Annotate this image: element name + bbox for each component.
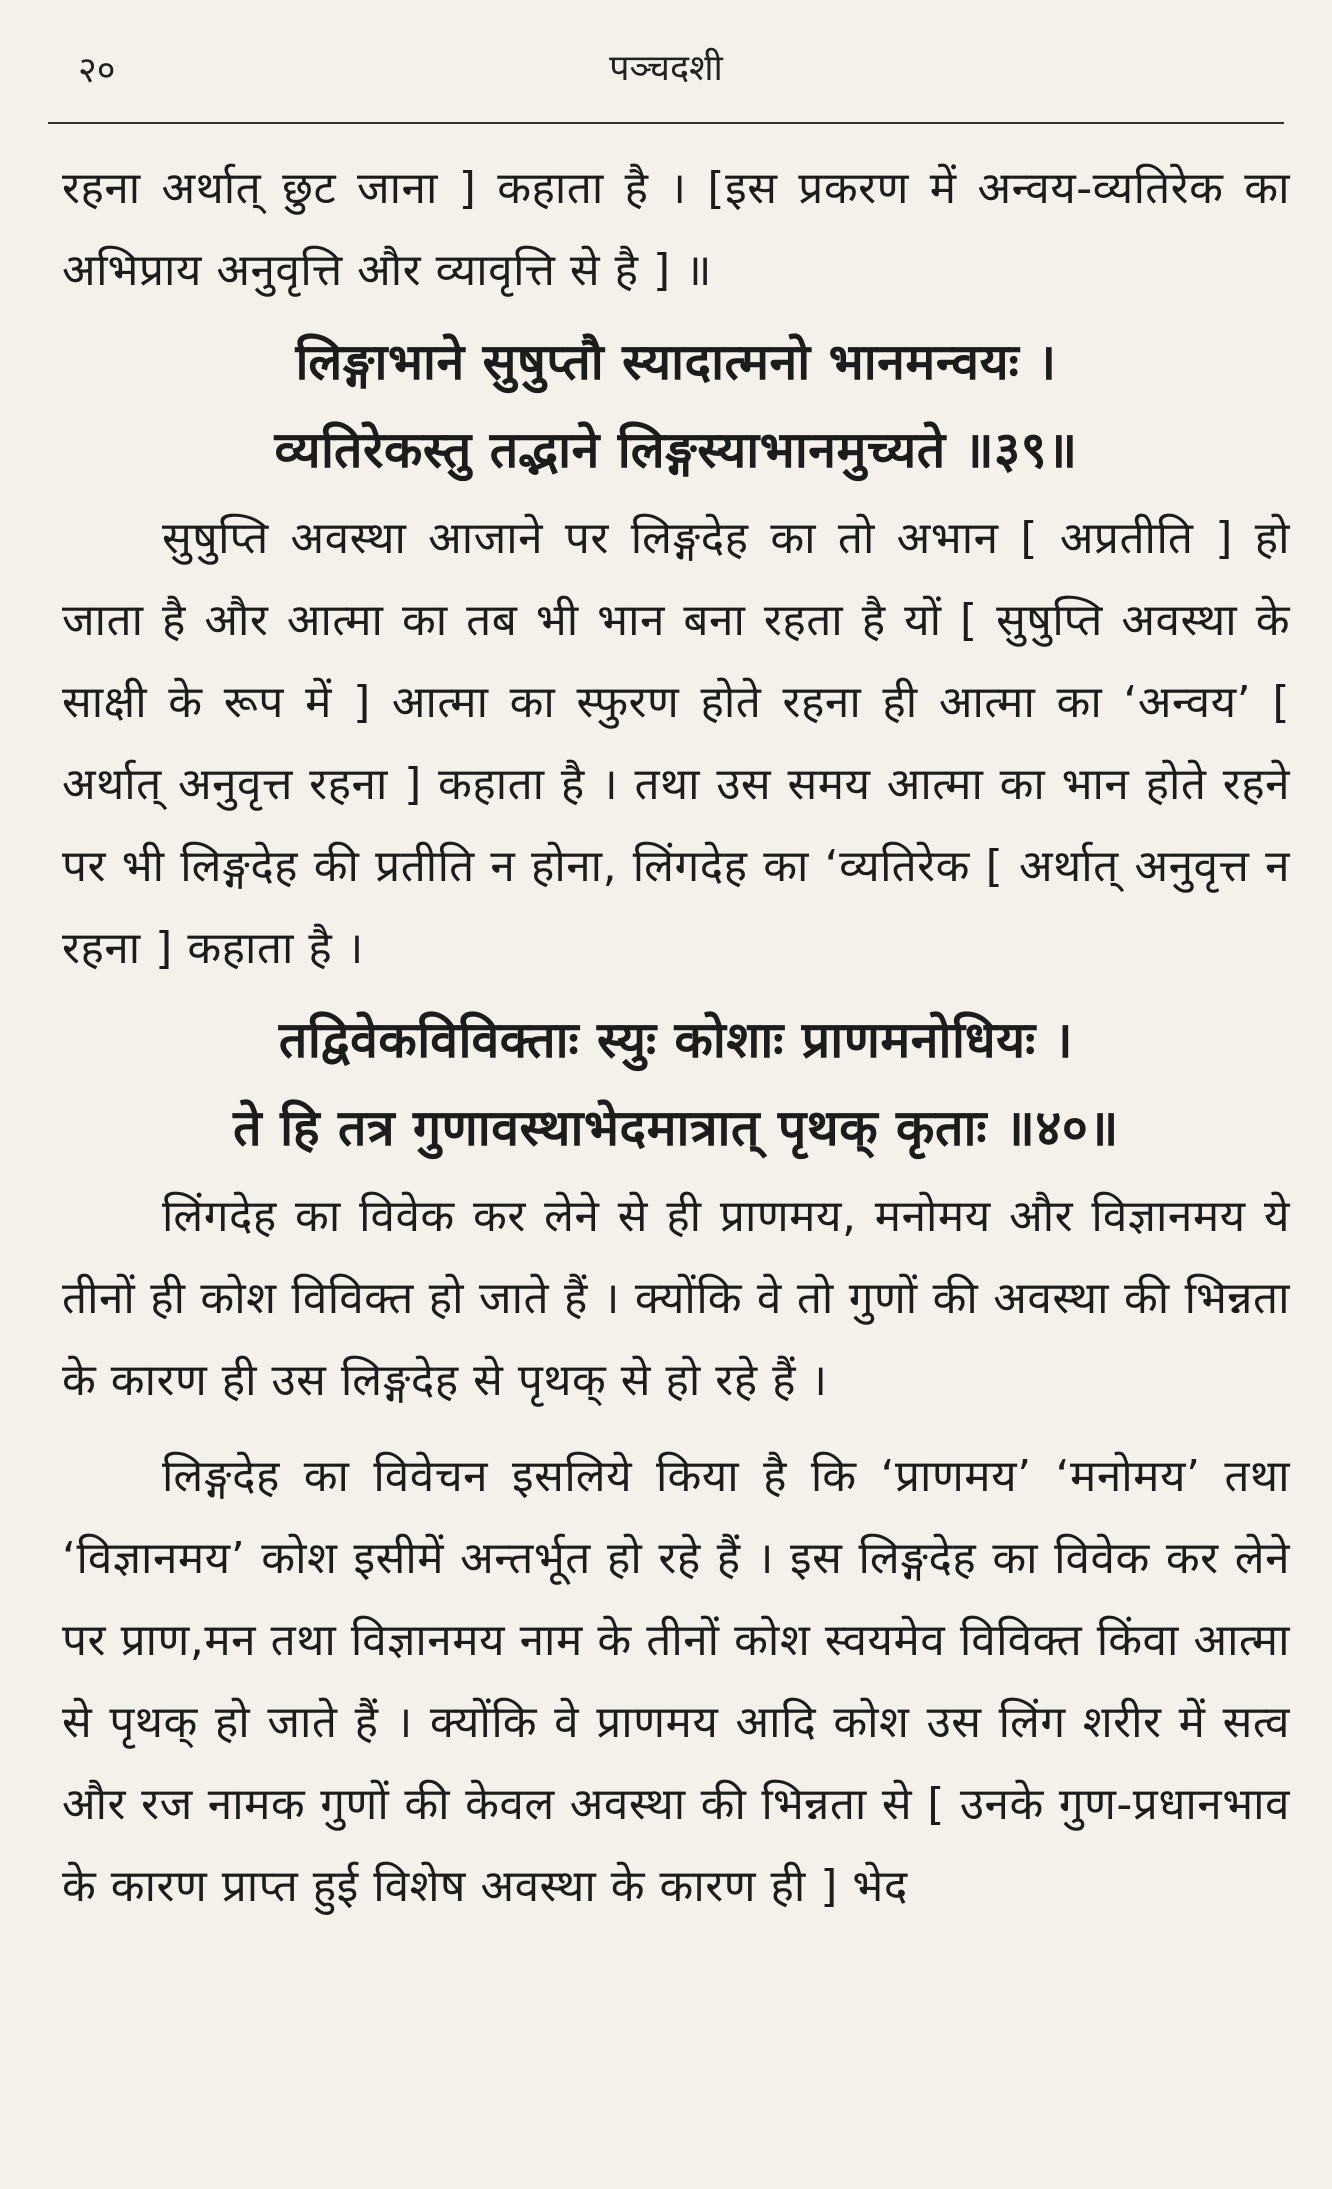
- verse-39-line-2: व्यतिरेकस्तु तद्भाने लिङ्गस्याभानमुच्यते ॥३९॥: [274, 421, 1078, 479]
- verse-39-line-1: लिङ्गाभाने सुषुप्तौ स्यादात्मनो भानमन्वयः ।: [295, 333, 1057, 391]
- paragraph-commentary-40: लिंगदेह का विवेक कर लेने से ही प्राणमय, मनोमय और विज्ञानमय ये तीनों ही कोश विविक्त हो जाते हैं । क्योंकि वे तो गुणों की अवस्था की भिन्नता के कारण ही उस लिङ्गदेह से पृथक् से हो रहे हैं ।: [62, 1191, 1290, 1406]
- running-title: पञ्चदशी: [609, 48, 723, 89]
- verse-39: [62, 318, 1290, 494]
- paragraph-commentary-39: सुषुप्ति अवस्था आजाने पर लिङ्गदेह का तो अभान [ अप्रतीति ] हो जाता है और आत्मा का तब भी भान बना रहता है यों [ सुषुप्ति अवस्था के साक्षी के रूप में ] आत्मा का स्फुरण होते रहना ही आत्मा का ‘अन्वय’ [ अर्थात् अनुवृत्त रहना ] कहाता है । तथा उस समय आत्मा का भान होते रहने पर भी लिङ्गदेह की प्रतीति न होना, लिंगदेह का ‘व्यतिरेक [ अर्थात् अनुवृत्त न रहना ] कहाता है ।: [62, 513, 1290, 974]
- header-rule: [48, 122, 1284, 124]
- verse-40-line-2: ते हि तत्र गुणावस्थाभेदमात्रात् पृथक् कृताः ॥४०॥: [233, 1099, 1119, 1157]
- verse-40: [62, 996, 1290, 1172]
- page-body: [62, 148, 1290, 1928]
- paragraph-continuation: रहना अर्थात् छुट जाना ] कहाता है । [इस प्रकरण में अन्वय-व्यतिरेक का अभिप्राय अनुवृत्ति और व्यावृत्ति से है ] ॥: [62, 163, 1290, 296]
- page-number: २०: [78, 50, 116, 91]
- page-header: [50, 36, 1282, 96]
- verse-40-line-1: तद्विवेकविविक्ताः स्युः कोशाः प्राणमनोधियः ।: [278, 1011, 1074, 1069]
- paragraph-explanation: लिङ्गदेह का विवेचन इसलिये किया है कि ‘प्राणमय’ ‘मनोमय’ तथा ‘विज्ञानमय’ कोश इसीमें अन्तर्भूत हो रहे हैं । इस लिङ्गदेह का विवेक कर लेने पर प्राण,मन तथा विज्ञानमय नाम के तीनों कोश स्वयमेव विविक्त किंवा आत्मा से पृथक् हो जाते हैं । क्योंकि वे प्राणमय आदि कोश उस लिंग शरीर में सत्व और रज नामक गुणों की केवल अवस्था की भिन्नता से [ उनके गुण-प्रधानभाव के कारण प्राप्त हुई विशेष अवस्था के कारण ही ] भेद: [62, 1451, 1290, 1912]
